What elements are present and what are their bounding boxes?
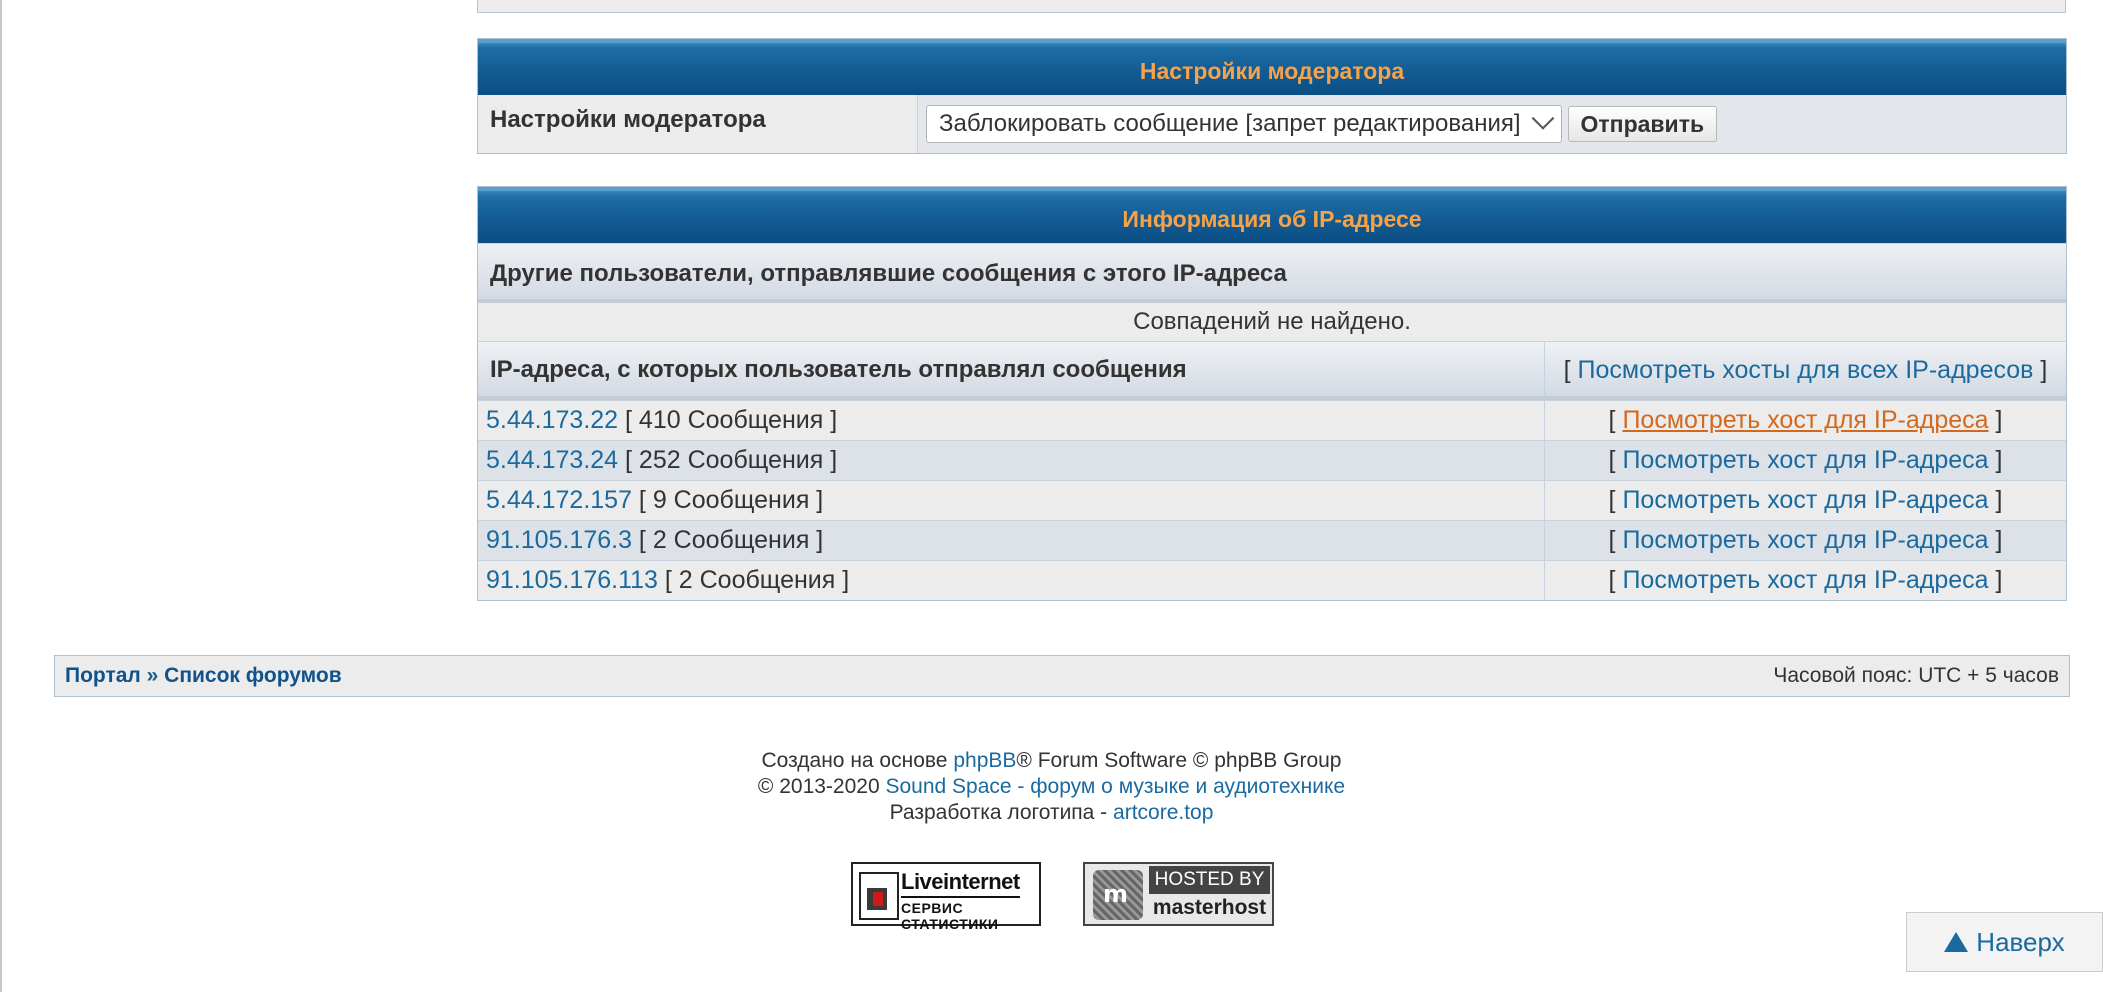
- footer-powered-by: [0, 748, 2103, 774]
- liveinternet-counter[interactable]: [851, 862, 1041, 932]
- no-matches-text: Совпадений не найдено.: [478, 303, 2066, 342]
- ip-address-link[interactable]: 5.44.172.157: [486, 486, 632, 514]
- page-left-border: [0, 0, 2, 992]
- footer-copyright-years: © 2013-2020: [757, 775, 880, 798]
- view-host-link[interactable]: Посмотреть хост для IP-адреса: [1622, 486, 1989, 514]
- post-count: 2 Сообщения: [678, 566, 836, 594]
- view-host-link[interactable]: Посмотреть хост для IP-адреса: [1622, 406, 1989, 434]
- ip-address-link[interactable]: 91.105.176.3: [486, 526, 632, 554]
- breadcrumb-links: [65, 664, 342, 688]
- post-count: 9 Сообщения: [652, 486, 810, 514]
- submit-button[interactable]: Отправить: [1568, 106, 1718, 142]
- breadcrumb: [54, 655, 2070, 697]
- post-count: 252 Сообщения: [638, 446, 824, 474]
- post-count: 410 Сообщения: [638, 406, 824, 434]
- ip-info-header: Информация об IP-адресе: [478, 187, 2066, 243]
- arrow-up-icon: [1944, 932, 1968, 952]
- other-users-heading: Другие пользователи, отправлявшие сообщения с этого IP-адреса: [478, 243, 2066, 303]
- moderator-action-value: Заблокировать сообщение [запрет редактирования]: [939, 110, 1521, 137]
- footer-phpbb-suffix: ® Forum Software © phpBB Group: [1016, 749, 1342, 772]
- moderator-panel-header: Настройки модератора: [478, 39, 2066, 95]
- footer-logo-credit-text: Разработка логотипа -: [889, 801, 1108, 824]
- ip-row: 5.44.173.22 [ 410 Сообщения ] [ Посмотреть хост для IP-адреса ]: [478, 400, 2066, 440]
- post-count: 2 Сообщения: [652, 526, 810, 554]
- breadcrumb-separator: »: [146, 664, 159, 687]
- page-footer: [0, 748, 2103, 826]
- liveinternet-subtitle: СЕРВИС СТАТИСТИКИ: [901, 900, 999, 932]
- previous-panel-edge: [477, 0, 2066, 13]
- footer-copyright: [0, 774, 2103, 800]
- view-host-link[interactable]: Посмотреть хост для IP-адреса: [1622, 526, 1989, 554]
- back-to-top-button[interactable]: [1906, 912, 2103, 972]
- view-host-link[interactable]: Посмотреть хост для IP-адреса: [1622, 446, 1989, 474]
- ip-row: 91.105.176.113 [ 2 Сообщения ] [ Посмотреть хост для IP-адреса ]: [478, 560, 2066, 600]
- ip-row: 5.44.173.24 [ 252 Сообщения ] [ Посмотреть хост для IP-адреса ]: [478, 440, 2066, 480]
- view-all-hosts-cell: [ Посмотреть хосты для всех IP-адресов ]: [1563, 356, 2048, 384]
- ip-address-link[interactable]: 5.44.173.24: [486, 446, 619, 474]
- masterhost-hosted-by: HOSTED BY: [1149, 866, 1270, 894]
- timezone-text: Часовой пояс: UTC + 5 часов: [1773, 664, 2059, 687]
- moderator-controls: [918, 95, 2066, 153]
- moderator-action-select[interactable]: [926, 105, 1562, 143]
- phpbb-link[interactable]: phpBB: [953, 749, 1017, 772]
- site-link[interactable]: Sound Space - форум о музыке и аудиотехнике: [885, 775, 1346, 798]
- moderator-row: [478, 95, 2066, 153]
- view-all-hosts-link[interactable]: Посмотреть хосты для всех IP-адресов: [1577, 356, 2034, 384]
- ip-list-title: IP-адреса, с которых пользователь отправлял сообщения: [478, 342, 1545, 396]
- liveinternet-logo-icon: [859, 872, 899, 920]
- footer-powered-text: Создано на основе: [761, 749, 948, 772]
- ip-row: 5.44.172.157 [ 9 Сообщения ] [ Посмотреть хост для IP-адреса ]: [478, 480, 2066, 520]
- footer-logo-credit: [0, 800, 2103, 826]
- back-to-top-label: Наверх: [1976, 926, 2065, 957]
- ip-list-header: [478, 342, 2066, 400]
- moderator-panel: [477, 38, 2067, 154]
- masterhost-badge[interactable]: [1083, 862, 1274, 926]
- masterhost-logo-icon: m: [1093, 870, 1143, 920]
- chevron-down-icon: [1531, 107, 1554, 130]
- ip-info-panel: [477, 186, 2067, 601]
- ip-row: 91.105.176.3 [ 2 Сообщения ] [ Посмотреть хост для IP-адреса ]: [478, 520, 2066, 560]
- breadcrumb-forum-index[interactable]: Список форумов: [164, 664, 342, 687]
- artcore-link[interactable]: artcore.top: [1113, 801, 1214, 824]
- liveinternet-title: Liveinternet: [901, 868, 1020, 898]
- ip-address-link[interactable]: 91.105.176.113: [486, 566, 658, 594]
- view-host-link[interactable]: Посмотреть хост для IP-адреса: [1622, 566, 1989, 594]
- ip-address-link[interactable]: 5.44.173.22: [486, 406, 619, 434]
- breadcrumb-portal[interactable]: Портал: [65, 664, 141, 687]
- masterhost-name: masterhost: [1152, 896, 1267, 919]
- moderator-label: Настройки модератора: [478, 95, 918, 153]
